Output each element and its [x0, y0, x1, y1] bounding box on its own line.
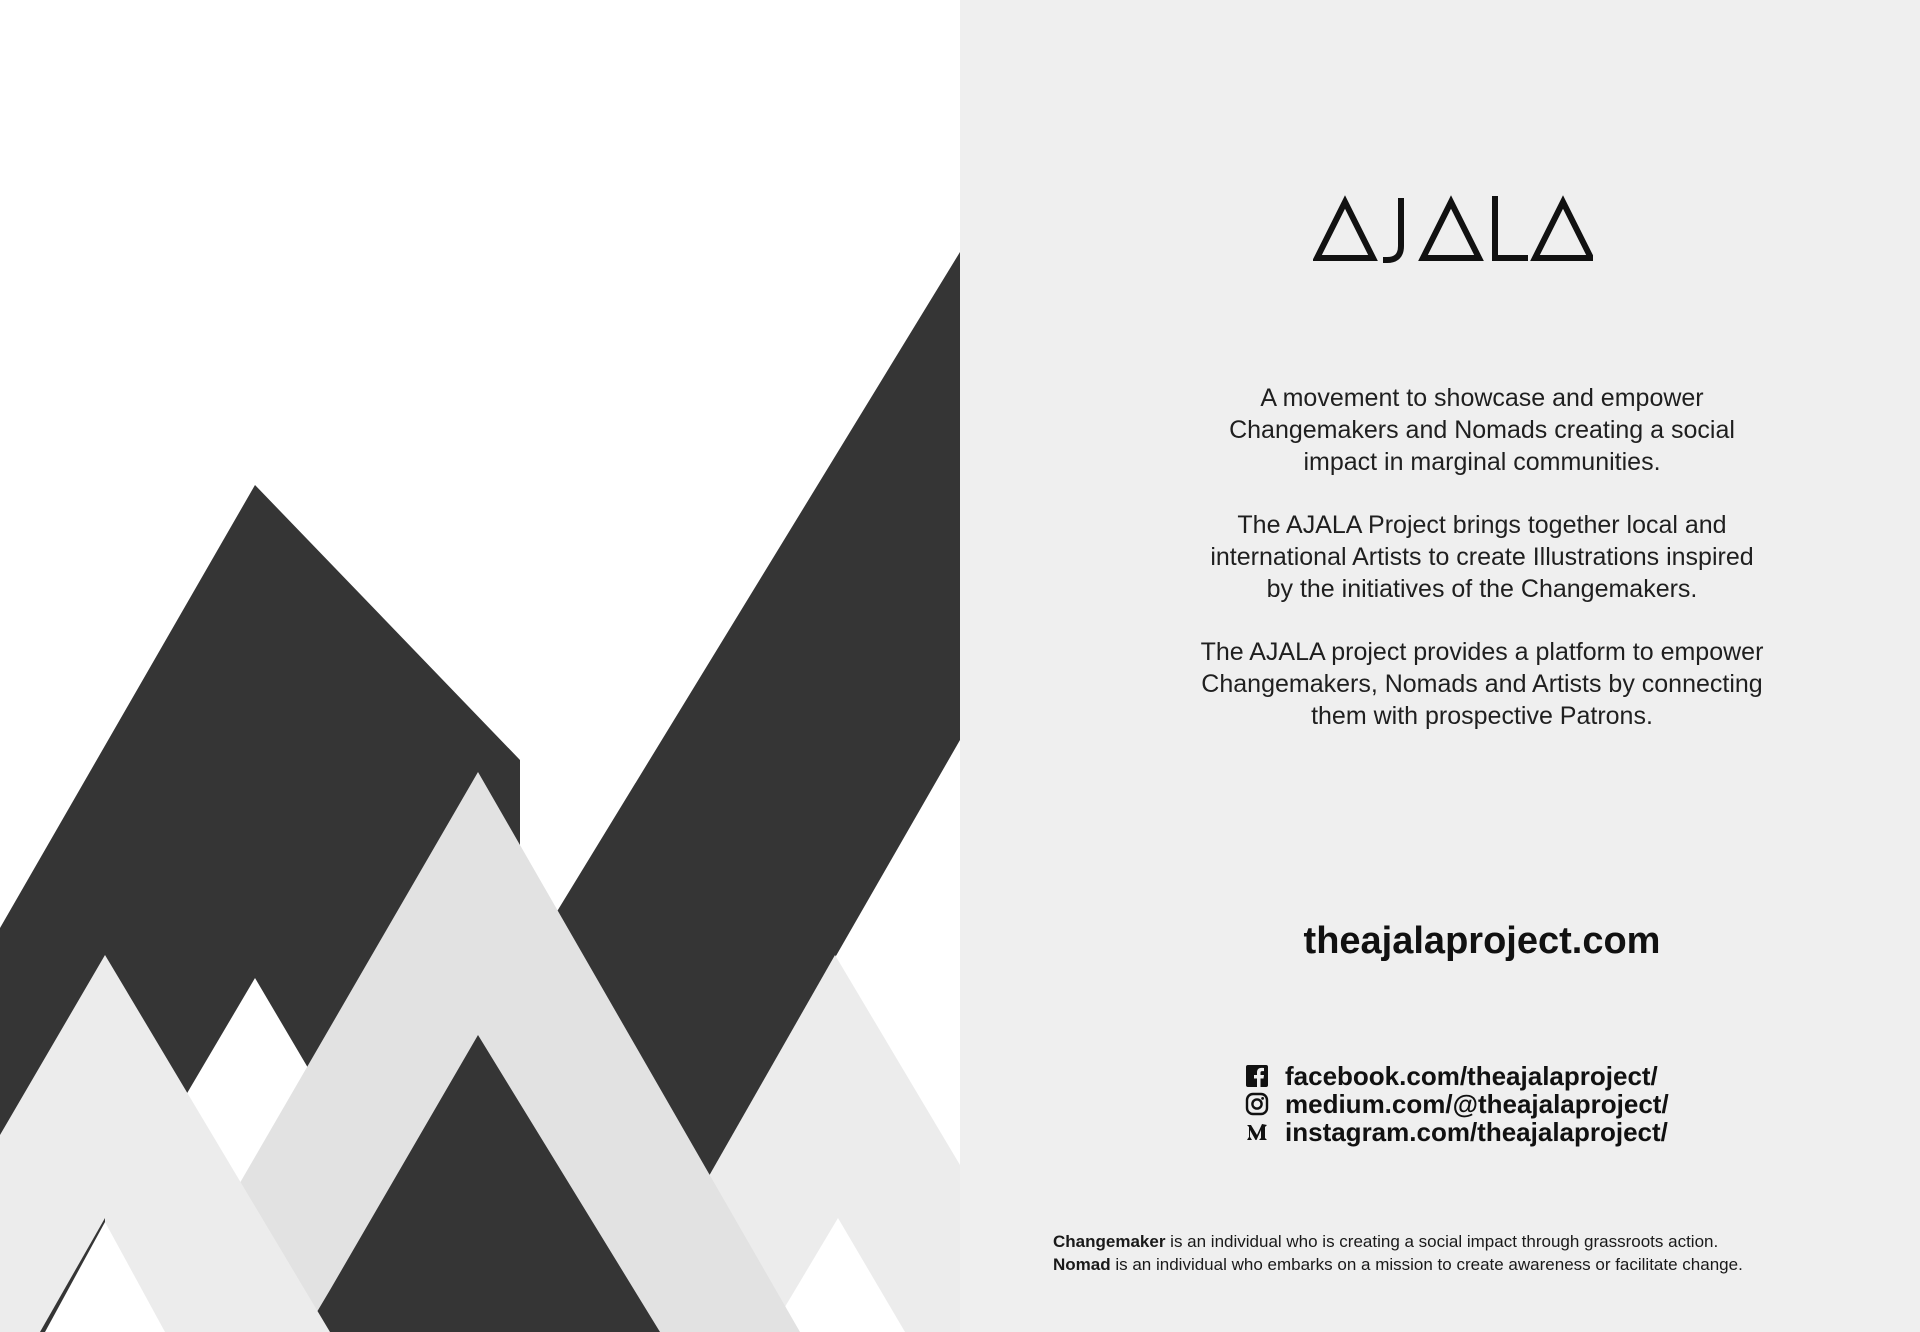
instagram-icon	[1245, 1092, 1269, 1116]
social-link-medium[interactable]	[1245, 1090, 1765, 1118]
definition-nomad	[1053, 1253, 1893, 1276]
definition-term: Changemaker	[1053, 1232, 1166, 1251]
definition-text: is an individual who embarks on a mission to create awareness or facilitate change.	[1110, 1255, 1743, 1274]
social-link-text: medium.com/@theajalaproject/	[1285, 1088, 1669, 1119]
medium-icon	[1245, 1120, 1269, 1144]
logo-text	[960, 0, 961, 1]
info-panel	[960, 0, 1920, 1332]
definitions	[1053, 1230, 1893, 1276]
definition-term: Nomad	[1053, 1255, 1111, 1274]
social-link-text: instagram.com/theajalaproject/	[1285, 1116, 1668, 1147]
website-link[interactable]: theajalaproject.com	[1303, 920, 1661, 962]
intro-paragraph: A movement to showcase and empower Changemakers and Nomads creating a social impact in marginal communities.	[1229, 384, 1735, 476]
intro-text	[1110, 382, 1854, 763]
social-link-facebook[interactable]	[1245, 1062, 1765, 1090]
social-link-text: facebook.com/theajalaproject/	[1285, 1060, 1658, 1091]
definition-changemaker	[1053, 1230, 1893, 1253]
intro-paragraph: The AJALA Project brings together local and international Artists to create Illustrations inspired by the initiatives of the Changemakers.	[1210, 511, 1754, 603]
social-links	[1245, 1062, 1765, 1146]
intro-paragraph: The AJALA project provides a platform to empower Changemakers, Nomads and Artists by connecting them with prospective Patrons.	[1200, 638, 1764, 730]
facebook-icon	[1245, 1064, 1269, 1088]
definition-text: is an individual who is creating a social impact through grassroots action.	[1165, 1232, 1719, 1251]
social-link-instagram[interactable]	[1245, 1118, 1765, 1146]
ajala-logo	[1313, 190, 1593, 270]
